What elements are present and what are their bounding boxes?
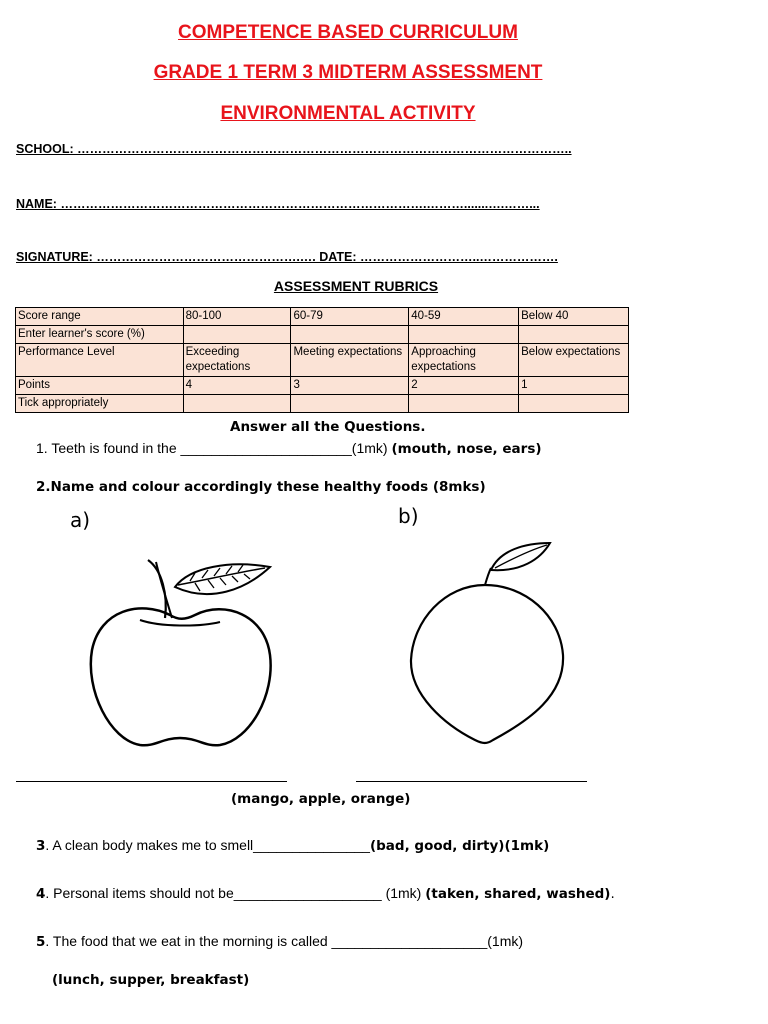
table-row [16,377,629,395]
table-cell: 80-100 [183,308,291,326]
question-3-number: 3 [36,838,46,854]
picture-b-label: b) [398,504,419,528]
table-cell: Below expectations [519,344,629,377]
table-cell: Approaching expectations [409,344,519,377]
header-curriculum: COMPETENCE BASED CURRICULUM [178,22,518,43]
answer-line-a[interactable] [16,781,287,782]
apple-drawing [80,545,290,755]
score-entry-cell [291,326,409,344]
table-cell: 2 [409,377,519,395]
table-cell: Below 40 [519,308,629,326]
header-assessment: GRADE 1 TERM 3 MIDTERM ASSESSMENT [153,62,543,83]
question-1-options: (mouth, nose, ears) [391,441,542,457]
table-cell: Tick appropriately [16,395,184,413]
question-1 [36,440,542,457]
table-cell: Meeting expectations [291,344,409,377]
question-3-text: . A clean body makes me to smell_______________ [45,837,370,853]
question-5-number: 5 [36,934,46,950]
table-cell: Score range [16,308,184,326]
question-1-text: 1. Teeth is found in the ______________________(1mk) [36,440,392,456]
question-4-number: 4 [36,886,46,902]
table-cell: 3 [291,377,409,395]
table-cell: 60-79 [291,308,409,326]
table-cell: 4 [183,377,291,395]
question-4 [36,885,615,902]
tick-cell [183,395,291,413]
signature-date-field: SIGNATURE: ………………………………………….…. DATE: ………………………..………………. [16,250,558,264]
table-row [16,395,629,413]
instructions: Answer all the Questions. [230,419,426,435]
table-cell: 1 [519,377,629,395]
score-entry-cell [519,326,629,344]
table-cell: Exceeding expectations [183,344,291,377]
table-row [16,308,629,326]
score-entry-cell [409,326,519,344]
question-2: 2.Name and colour accordingly these healthy foods (8mks) [36,479,486,495]
question-5 [36,933,523,950]
picture-options: (mango, apple, orange) [231,791,411,807]
question-4-options: (taken, shared, washed) [425,886,611,902]
header-subject: ENVIRONMENTAL ACTIVITY [220,103,476,124]
table-cell: Performance Level [16,344,184,377]
name-field: NAME: …………………………………………………………………………….……….......….……... [16,197,540,211]
question-4-text: . Personal items should not be___________________ (1mk) [45,885,426,901]
tick-cell [519,395,629,413]
question-5-options: (lunch, supper, breakfast) [52,972,250,988]
tick-cell [409,395,519,413]
orange-drawing [405,540,575,750]
question-3-options: (bad, good, dirty)(1mk) [369,838,550,854]
rubric-title: ASSESSMENT RUBRICS [273,278,439,294]
table-row [16,326,629,344]
question-3 [36,837,549,854]
table-row [16,344,629,377]
table-cell: Points [16,377,184,395]
table-cell: Enter learner's score (%) [16,326,184,344]
school-field: SCHOOL: ……………………………………………………………………………………………………….. [16,142,572,156]
tick-cell [291,395,409,413]
answer-line-b[interactable] [356,781,587,782]
question-5-text: . The food that we eat in the morning is called ____________________(1mk) [45,933,524,949]
rubric-table [15,307,629,413]
score-entry-cell [183,326,291,344]
question-4-end: . [610,886,615,902]
picture-a-label: a) [70,508,91,532]
table-cell: 40-59 [409,308,519,326]
